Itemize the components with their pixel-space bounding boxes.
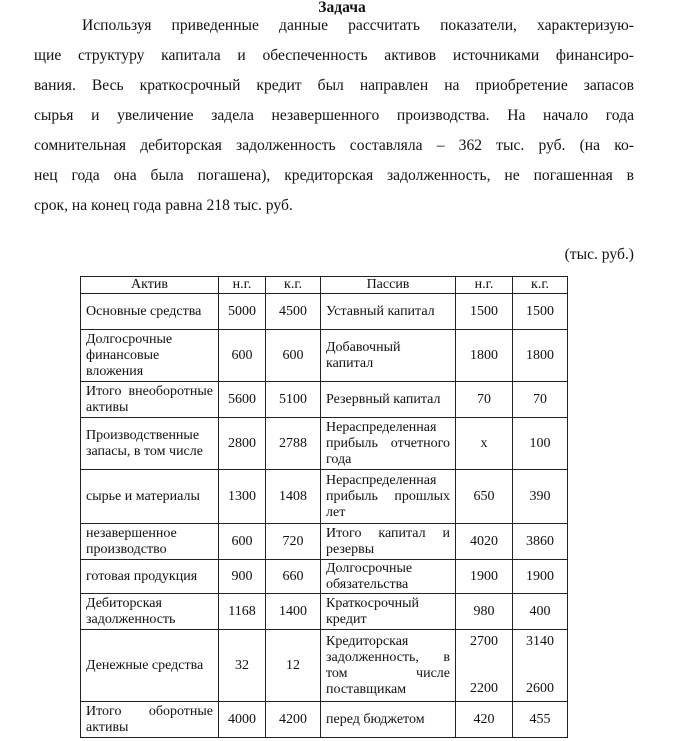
liability-end-value: 1900 <box>513 560 568 594</box>
asset-name: Дебиторская задолженность <box>81 594 219 630</box>
liability-start-value: 420 <box>456 702 513 738</box>
paragraph-line: вания. Весь краткосрочный кредит был направлен на приобретение запасов <box>34 77 634 94</box>
asset-end-value: 2788 <box>266 418 321 470</box>
liability-name: Краткосрочный кредит <box>321 594 456 630</box>
asset-start-value: 1168 <box>219 594 266 630</box>
liability-end-values <box>513 630 568 702</box>
asset-start-value: 2800 <box>219 418 266 470</box>
liability-end-value: 390 <box>513 470 568 524</box>
liability-end-value: 70 <box>513 382 568 418</box>
asset-start-value: 5000 <box>219 294 266 330</box>
liability-end-value: 400 <box>513 594 568 630</box>
asset-end-value: 1400 <box>266 594 321 630</box>
liability-end-value: 3860 <box>513 524 568 560</box>
liability-start-suppliers: 2200 <box>470 681 498 696</box>
table-row <box>81 418 568 470</box>
paragraph-line: Используя приведенные данные рассчитать показатели, характеризую- <box>82 17 634 34</box>
asset-name: сырье и материалы <box>81 470 219 524</box>
liability-end-value: 1500 <box>513 294 568 330</box>
liability-start-value: 1800 <box>456 330 513 382</box>
liability-name: Резервный капитал <box>321 382 456 418</box>
task-title: Задача <box>318 0 366 16</box>
liability-name: Нераспределенная прибыль отчетного года <box>321 418 456 470</box>
asset-start-value: 600 <box>219 524 266 560</box>
asset-start-value: 5600 <box>219 382 266 418</box>
asset-end-value: 1408 <box>266 470 321 524</box>
asset-name: незавершенное производство <box>81 524 219 560</box>
asset-end-value: 4500 <box>266 294 321 330</box>
liability-start-value: 4020 <box>456 524 513 560</box>
paragraph-line: сомнительная дебиторская задолженность составляла – 362 тыс. руб. (на ко- <box>34 137 634 154</box>
asset-name: готовая продукция <box>81 560 219 594</box>
header-asset-end: к.г. <box>266 277 321 294</box>
units-note: (тыс. руб.) <box>564 246 634 263</box>
liability-name: Добавочный капитал <box>321 330 456 382</box>
header-asset-start: н.г. <box>219 277 266 294</box>
liability-end-suppliers: 2600 <box>526 681 554 696</box>
table-row <box>81 294 568 330</box>
table-row <box>81 382 568 418</box>
table-row <box>81 524 568 560</box>
liability-start-total: 2700 <box>470 634 498 649</box>
liability-name: Долгосрочные обязательства <box>321 560 456 594</box>
asset-start-value: 4000 <box>219 702 266 738</box>
asset-end-value: 720 <box>266 524 321 560</box>
paragraph-line: срок, на конец года равна 218 тыс. руб. <box>34 197 293 214</box>
asset-start-value: 900 <box>219 560 266 594</box>
asset-start-value: 1300 <box>219 470 266 524</box>
task-paragraph <box>34 11 634 221</box>
liability-name: Кредиторская задолженность, в том числе поставщикам <box>321 630 456 702</box>
table-header-row <box>81 277 568 294</box>
asset-name: Денежные средства <box>81 630 219 702</box>
liability-end-value: 455 <box>513 702 568 738</box>
header-liability-end: к.г. <box>513 277 568 294</box>
liability-end-value: 100 <box>513 418 568 470</box>
asset-end-value: 5100 <box>266 382 321 418</box>
table-row <box>81 630 568 702</box>
liability-name: Уставный капитал <box>321 294 456 330</box>
asset-end-value: 12 <box>266 630 321 702</box>
liability-name: Итого капитал и резервы <box>321 524 456 560</box>
liability-end-total: 3140 <box>526 634 554 649</box>
header-liability-start: н.г. <box>456 277 513 294</box>
table-row <box>81 330 568 382</box>
asset-name: Основные средства <box>81 294 219 330</box>
liability-start-value: 1500 <box>456 294 513 330</box>
paragraph-line: щие структуру капитала и обеспеченность активов источниками финансиро- <box>34 47 634 64</box>
liability-start-value: 1900 <box>456 560 513 594</box>
header-asset: Актив <box>81 277 219 294</box>
liability-start-value: х <box>456 418 513 470</box>
table-row <box>81 594 568 630</box>
asset-end-value: 4200 <box>266 702 321 738</box>
asset-name: Итого оборотные активы <box>81 702 219 738</box>
table-row <box>81 470 568 524</box>
liability-start-values <box>456 630 513 702</box>
asset-name: Производственные запасы, в том числе <box>81 418 219 470</box>
asset-end-value: 660 <box>266 560 321 594</box>
asset-end-value: 600 <box>266 330 321 382</box>
table-row <box>81 702 568 738</box>
liability-start-value: 980 <box>456 594 513 630</box>
liability-name: перед бюджетом <box>321 702 456 738</box>
paragraph-line: нец года она была погашена), кредиторская задолженность, не погашенная в <box>34 167 634 184</box>
liability-start-value: 70 <box>456 382 513 418</box>
balance-table <box>80 276 568 738</box>
asset-start-value: 32 <box>219 630 266 702</box>
asset-name: Долгосрочные финансовые вложения <box>81 330 219 382</box>
asset-name: Итого внеоборотные активы <box>81 382 219 418</box>
asset-start-value: 600 <box>219 330 266 382</box>
liability-start-value: 650 <box>456 470 513 524</box>
liability-end-value: 1800 <box>513 330 568 382</box>
table-row <box>81 560 568 594</box>
liability-name: Нераспределенная прибыль прошлых лет <box>321 470 456 524</box>
header-liability: Пассив <box>321 277 456 294</box>
paragraph-line: сырья и увеличение задела незавершенного производства. На начало года <box>34 107 634 124</box>
